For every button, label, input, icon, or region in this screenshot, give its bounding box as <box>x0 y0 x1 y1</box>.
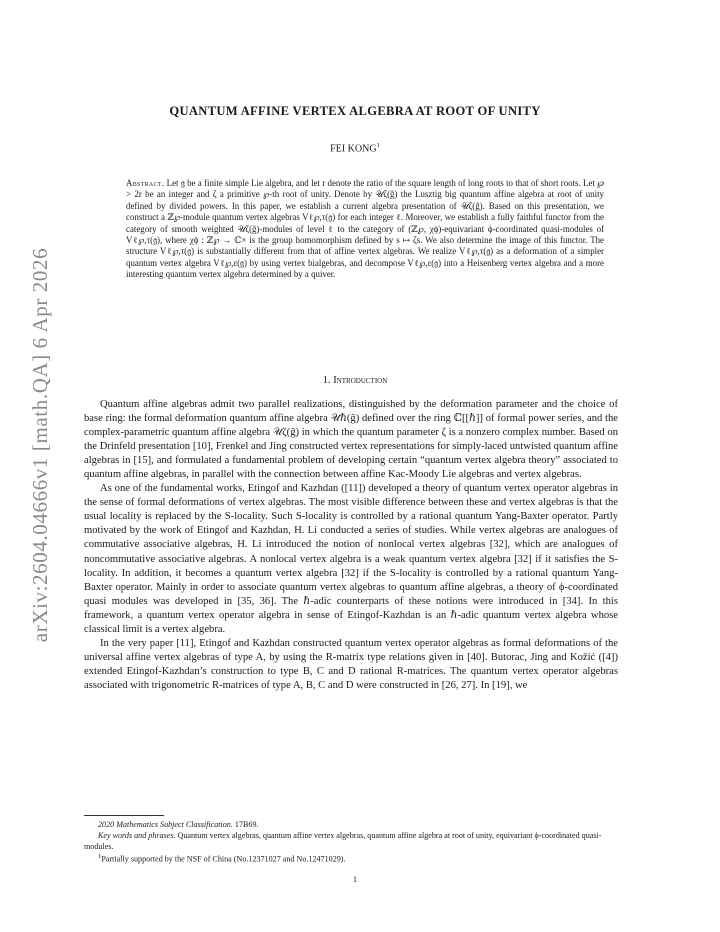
abstract <box>126 178 604 281</box>
paragraph: Quantum affine algebras admit two parallel realizations, distinguished by the deformation parameter and the choice of base ring: the formal deformation quantum affine algebra 𝒰ℏ(ĝ) defined over the ring ℂ[[ℏ]] of formal power series, and the complex-parametric quantum affine algebra 𝒰ζ(ĝ) in which the quantum parameter ζ is a nonzero complex number. Based on the Drinfeld presentation [10], Frenkel and Jing constructed vertex representations for simply-laced untwisted quantum affine algebras in [15], and formulated a fundamental problem of developing certain “quantum vertex algebra theory” associated to quantum affine algebras, in parallel with the connection between affine Kac-Moody Lie algebras and vertex algebras. <box>84 399 618 481</box>
keywords-label: Key words and phrases. <box>98 830 176 840</box>
abstract-text: Let 𝔤 be a finite simple Lie algebra, and let r denote the ratio of the square length of long roots to that of short roots. Let ℘ > 2r be an integer and ζ a primitive ℘-th root of unity. Denote by 𝒰ζ(ĝ) the Lusztig big quantum affine algebra at root of unity defined by divided powers. In this paper, we establish a current algebra presentation of 𝒰ζ(ĝ). Based on this presentation, we construct a ℤ℘-module quantum vertex algebras Vℓ℘,τ(𝔤) for each integer ℓ. Moreover, we establish a fully faithful functor from the category of smooth weighted 𝒰ζ(ĝ)-modules of level ℓ to the category of (ℤ℘, χϕ)-equivariant ϕ-coordinated quasi-modules of Vℓ℘,τ(𝔤), where χϕ : ℤ℘ → ℂ× is the group homomorphism defined by s ↦ ζs. We also determine the image of this functor. The structure Vℓ℘,τ(𝔤) is substantially different from that of affine vertex algebras. We realize Vℓ℘,τ(𝔤) as a deformation of a simpler quantum vertex algebra Vℓ℘,ε(𝔤) by using vertex bialgebras, and decompose Vℓ℘,ε(𝔤) into a Heisenberg vertex algebra and a more interesting quantum vertex algebra determined by a quiver. <box>126 178 604 280</box>
paper-title: QUANTUM AFFINE VERTEX ALGEBRA AT ROOT OF UNITY <box>169 104 541 118</box>
footnotes <box>84 820 618 866</box>
msc-footnote <box>84 820 618 831</box>
footnote-rule <box>84 815 164 816</box>
section-number: 1. <box>322 375 331 386</box>
msc-label: 2020 Mathematics Subject Classification. <box>98 820 233 829</box>
body-text <box>84 398 618 693</box>
author-name: FEI KONG <box>330 143 377 155</box>
paragraph: As one of the fundamental works, Etingof and Kazhdan ([11]) developed a theory of quantum vertex operator algebras in the sense of formal deformations of vertex algebras. The most visible difference between these and vertex algebras is that the usual locality is replaced by the S-locality. Such S-locality is controlled by a rational quantum Yang-Baxter operator. Partly motivated by the work of Etingof and Kazhdan, H. Li conducted a series of studies. While vertex algebras are analogues of commutative associative algebras, H. Li introduced the notion of nonlocal vertex algebras [32], which are analogues of noncommutative associative algebras. A nonlocal vertex algebra is a weak quantum vertex algebra [32] if it satisfies the S-locality. In addition, it becomes a quantum vertex algebra [32] if the S-locality is controlled by a rational quantum Yang-Baxter operator. Mainly in order to associate quantum vertex algebras to quantum affine algebras, a theory of ϕ-coordinated quasi modules was developed in [35, 36]. The ℏ-adic counterparts of these notions were introduced in [34]. In this framework, a quantum vertex operator algebra in sense of Etingof-Kazhdan is an ℏ-adic quantum vertex algebra whose classical limit is a vertex algebra. <box>84 483 618 635</box>
section-title: Introduction <box>333 375 388 386</box>
keywords-value: Quantum vertex algebras, quantum affine vertex algebras, quantum affine algebra at root of unity, equivariant ϕ-coordinated quasi-modules. <box>84 830 602 851</box>
support-mark: 1 <box>98 853 102 861</box>
section-heading <box>90 375 620 386</box>
msc-value: 17B69. <box>234 820 259 829</box>
author-footnote-mark: 1 <box>376 142 380 149</box>
arxiv-identifier: arXiv:2604.04666v1 [math.QA] 6 Apr 2026 <box>28 247 52 643</box>
support-footnote <box>84 852 618 865</box>
keywords-footnote <box>84 831 618 853</box>
arxiv-stamp <box>18 210 58 680</box>
paragraph: In the very paper [11], Etingof and Kazhdan constructed quantum vertex operator algebras as formal deformations of the universal affine vertex algebras of type A, by using the R-matrix type relations given in [40]. Butorac, Jing and Kožić ([4]) extended Etingof-Kazhdan’s construction to type B, C and D rational R-matrices. The quantum vertex operator algebras associated with trigonometric R-matrices of type A, B, C and D were constructed in [26, 27]. In [19], we <box>84 637 618 691</box>
abstract-heading: Abstract. <box>126 178 165 188</box>
author-line <box>90 142 620 154</box>
support-text: Partially supported by the NSF of China (No.12371027 and No.12471029). <box>101 855 346 865</box>
page-number: 1 <box>352 874 358 884</box>
